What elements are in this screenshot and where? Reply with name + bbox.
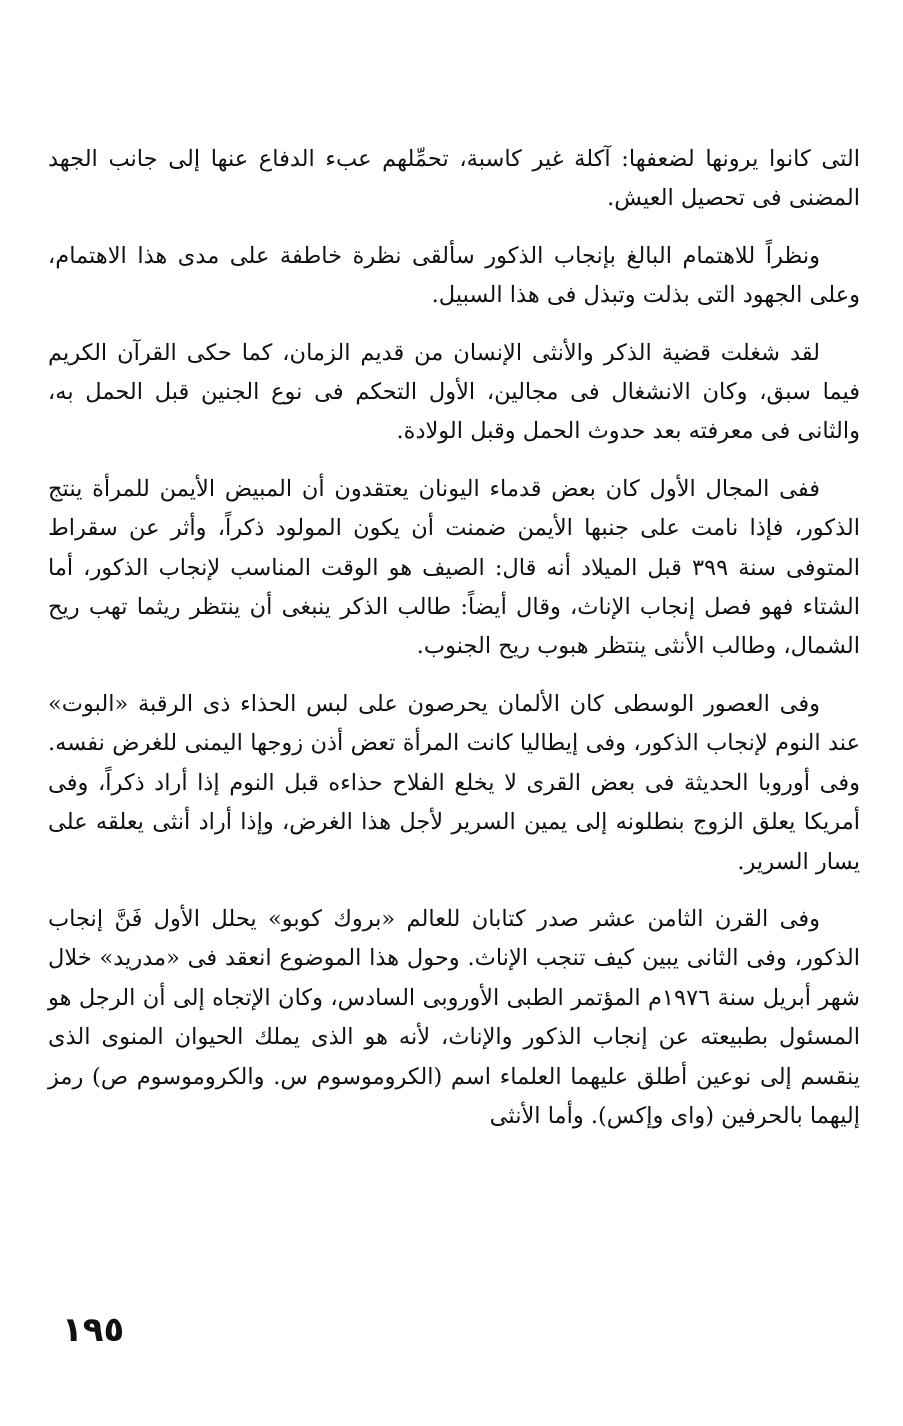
body-text (48, 140, 860, 1136)
paragraph-6: وفى القرن الثامن عشر صدر كتابان للعالم «بروك كوبو» يحلل الأول فَنَّ إنجاب الذكور، وفى الثانى يبين كيف تنجب الإناث. وحول هذا الموضوع انعقد فى «مدريد» خلال شهر أبريل سنة ١٩٧٦م المؤتمر الطبى الأوروبى السادس، وكان الإتجاه إلى أن الرجل هو المسئول بطبيعته عن إنجاب الذكور والإناث، لأنه هو الذى يملك الحيوان المنوى الذى ينقسم إلى نوعين أطلق عليهما العلماء اسم (الكروموسوم س. والكروموسوم ص) رمز إليهما بالحرفين (واى وإكس). وأما الأنثى (48, 905, 860, 1129)
paragraph-4: ففى المجال الأول كان بعض قدماء اليونان يعتقدون أن المبيض الأيمن للمرأة ينتج الذكور، فإذا نامت على جنبها الأيمن ضمنت أن يكون المولود ذكراً، وأثر عن سقراط المتوفى سنة ٣٩٩ قبل الميلاد أنه قال: الصيف هو الوقت المناسب لإنجاب الذكور، أما الشتاء فهو فصل إنجاب الإناث، وقال أيضاً: طالب الذكر ينبغى أن ينتظر ريثما تهب ريح الشمال، وطالب الأنثى ينتظر هبوب ريح الجنوب. (48, 475, 861, 660)
paragraph-5: وفى العصور الوسطى كان الألمان يحرصون على لبس الحذاء ذى الرقبة «البوت» عند النوم لإنجاب الذكور، وفى إيطاليا كانت المرأة تعض أذن زوجها اليمنى للغرض نفسه. وفى أوروبا الحديثة فى بعض القرى لا يخلع الفلاح حذاءه قبل النوم إذا أراد ذكراً، وفى أمريكا يعلق الزوج بنطلونه إلى يمين السرير لأجل هذا الغرض، وإذا أراد أنثى يعلقه على يسار السرير. (48, 690, 860, 875)
paragraph-2: ونظراً للاهتمام البالغ بإنجاب الذكور سألقى نظرة خاطفة على مدى هذا الاهتمام، وعلى الجهود التى بذلت وتبذل فى هذا السبيل. (48, 242, 860, 309)
page-number: ١٩٥ (62, 1310, 125, 1350)
paragraph-3: لقد شغلت قضية الذكر والأنثى الإنسان من قديم الزمان، كما حكى القرآن الكريم فيما سبق، وكان الانشغال فى مجالين، الأول التحكم فى نوع الجنين قبل الحمل به، والثانى فى معرفته بعد حدوث الحمل وقبل الولادة. (48, 339, 860, 445)
paragraph-1: التى كانوا يرونها لضعفها: آكلة غير كاسبة، تحمِّلهم عبء الدفاع عنها إلى جانب الجهد المضنى فى تحصيل العيش. (48, 146, 860, 212)
